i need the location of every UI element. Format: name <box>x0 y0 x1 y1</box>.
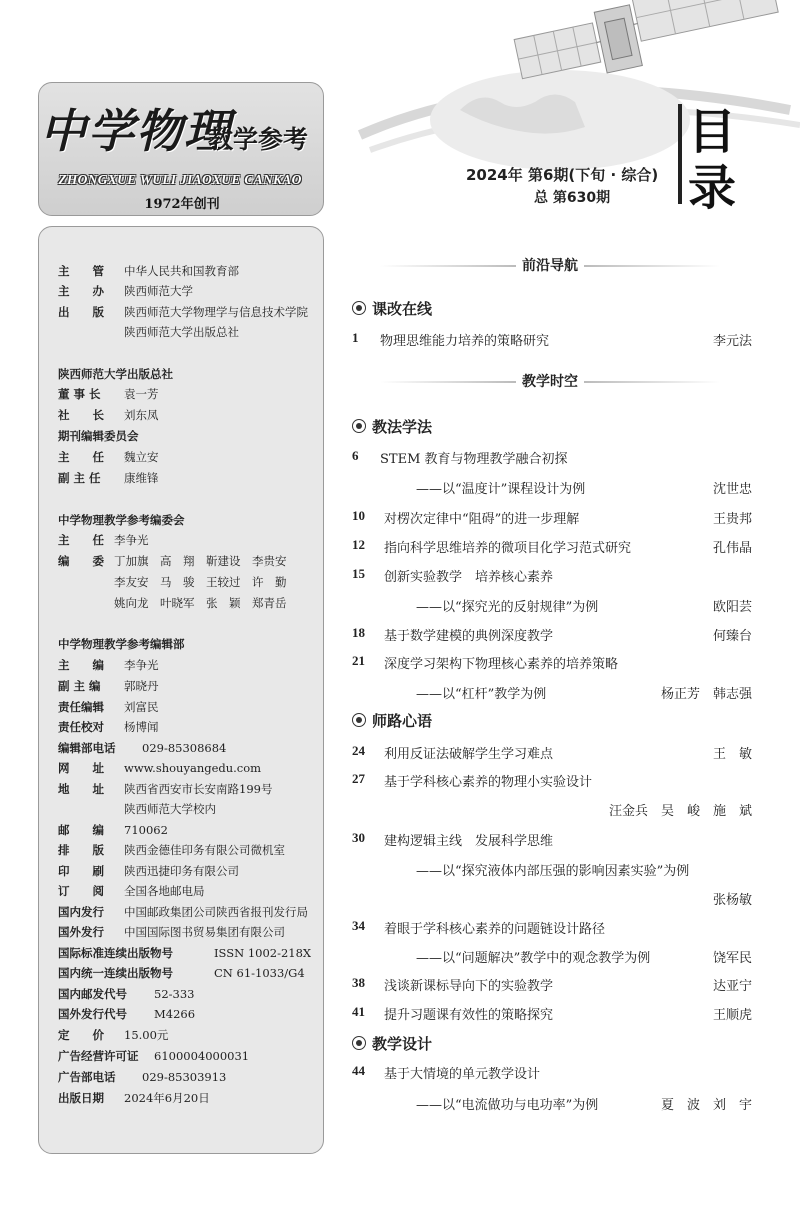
toc-article-author: 汪金兵 吴 峻 施 斌 <box>608 804 752 819</box>
info-value: 陕西师范大学 <box>124 284 193 298</box>
toc-page-number: 34 <box>352 918 365 933</box>
info-row <box>58 407 159 423</box>
toc-article-title[interactable]: ——以“探究液体内部压强的影响因素实验”为例 <box>416 864 690 879</box>
info-label: 主 管 <box>58 264 104 278</box>
info-label: 国内邮发代号 <box>58 987 127 1001</box>
info-value: 魏立安 <box>124 450 159 464</box>
info-label: 印 刷 <box>58 864 104 878</box>
toc-article-title[interactable]: ——以“问题解决”教学中的观念教学为例 <box>416 951 651 966</box>
toc-article-title[interactable]: 基于学科核心素养的物理小实验设计 <box>384 775 593 790</box>
info-row <box>58 470 159 486</box>
masthead-logo-subtitle: 教学参考 <box>208 125 309 154</box>
info-label: 订 阅 <box>58 884 104 898</box>
info-row <box>58 283 193 299</box>
info-label: 广告经营许可证 <box>58 1049 139 1063</box>
info-label: 主 任 <box>58 450 104 464</box>
info-row <box>58 532 149 548</box>
info-value: 029-85303913 <box>142 1070 227 1084</box>
info-value: ISSN 1002-218X <box>214 946 312 960</box>
info-label: 董 事 长 <box>58 387 101 401</box>
toc-page-number: 41 <box>352 1004 365 1019</box>
info-value: 陕西省西安市长安南路199号 <box>124 782 273 796</box>
section-band-label: 前沿导航 <box>516 258 584 274</box>
info-row <box>58 595 287 611</box>
title-divider <box>678 104 682 204</box>
info-value: 丁加旗 高 翔 靳建设 李贵安 <box>114 554 287 568</box>
info-row <box>58 740 226 756</box>
info-label: 排 版 <box>58 843 104 857</box>
info-label: 邮 编 <box>58 823 104 837</box>
press-section-title: 陕西师范大学出版总社 <box>58 367 173 381</box>
info-row <box>58 924 285 940</box>
info-value: 6100004000031 <box>154 1049 250 1063</box>
section-band-frontier <box>380 258 720 274</box>
info-row <box>58 965 305 981</box>
toc-page-number: 12 <box>352 537 365 552</box>
info-row <box>58 986 194 1002</box>
toc-article-title[interactable]: ——以“电流做功与电功率”为例 <box>416 1098 599 1113</box>
info-row <box>58 263 239 279</box>
toc-article-title[interactable]: 基于数学建模的典例深度教学 <box>384 629 554 644</box>
toc-page-number: 27 <box>352 771 365 786</box>
info-value: 袁一芳 <box>124 387 159 401</box>
info-row <box>58 449 159 465</box>
toc-article-title[interactable]: 浅谈新课标导向下的实验教学 <box>384 979 554 994</box>
editorial-dept-title: 中学物理教学参考编辑部 <box>58 637 185 651</box>
toc-article-author: 王 敏 <box>712 747 752 762</box>
info-row <box>58 760 261 776</box>
info-value: 中华人民共和国教育部 <box>124 264 239 278</box>
info-value: 52-333 <box>154 987 195 1001</box>
info-value: 陕西师范大学校内 <box>124 802 216 816</box>
toc-article-author: 王贵邦 <box>712 512 752 527</box>
info-row <box>58 1006 195 1022</box>
info-value: 710062 <box>124 823 168 837</box>
info-value: 李争光 <box>114 533 149 547</box>
info-value: 029-85308684 <box>142 741 227 755</box>
info-row <box>58 1027 168 1043</box>
toc-article-author: 张杨敏 <box>712 893 752 908</box>
info-value: 姚向龙 叶晓军 张 颖 郑青岳 <box>114 596 287 610</box>
info-row <box>58 386 159 402</box>
info-row <box>58 657 159 673</box>
info-row <box>58 699 159 715</box>
category-curriculum-reform: 课改在线 <box>352 298 432 319</box>
contents-title-char-2: 录 <box>687 160 736 216</box>
founded-year: 1972年创刊 <box>144 197 220 212</box>
info-value: CN 61-1033/G4 <box>214 966 305 980</box>
info-row <box>58 822 168 838</box>
info-row <box>58 1090 210 1106</box>
info-row <box>58 324 239 340</box>
toc-article-author: 饶军民 <box>712 951 752 966</box>
info-label: 责任编辑 <box>58 700 104 714</box>
toc-article-author: 夏 波 刘 宇 <box>660 1098 752 1113</box>
toc-page-number: 15 <box>352 566 365 581</box>
section-band-teaching <box>380 374 720 390</box>
category-teaching-methods: 教法学法 <box>352 416 432 437</box>
bullet-icon <box>352 713 366 727</box>
info-row <box>58 801 216 817</box>
info-label: 编辑部电话 <box>58 741 116 755</box>
committee-section-title: 期刊编辑委员会 <box>58 429 139 443</box>
toc-article-title[interactable]: 建构逻辑主线 发展科学思维 <box>384 834 554 849</box>
info-label: 网 址 <box>58 761 104 775</box>
toc-article-title[interactable]: 深度学习架构下物理核心素养的培养策略 <box>384 657 619 672</box>
info-label: 主 编 <box>58 658 104 672</box>
total-issue-number: 总 第630期 <box>534 190 611 206</box>
toc-article-author: 李元法 <box>712 334 752 349</box>
toc-article-title[interactable]: ——以“温度计”课程设计为例 <box>416 482 586 497</box>
info-label: 出版日期 <box>58 1091 104 1105</box>
info-value: 刘富民 <box>124 700 159 714</box>
toc-page-number: 18 <box>352 625 365 640</box>
info-value: 全国各地邮电局 <box>124 884 205 898</box>
section-band-label: 教学时空 <box>516 374 584 390</box>
info-value: 陕西迅捷印务有限公司 <box>124 864 239 878</box>
info-value: 陕西师范大学出版总社 <box>124 325 239 339</box>
category-teacher-reflections: 师路心语 <box>352 710 432 731</box>
info-row <box>58 304 308 320</box>
category-teaching-design: 教学设计 <box>352 1033 432 1054</box>
info-label: 国内统一连续出版物号 <box>58 966 173 980</box>
contents-title-char-1: 目 <box>687 104 736 160</box>
info-value: 李争光 <box>124 658 159 672</box>
toc-page-number: 38 <box>352 975 365 990</box>
toc-page-number: 44 <box>352 1063 365 1078</box>
info-label: 国内发行 <box>58 905 104 919</box>
issue-number: 2024年 第6期(下旬 · 综合) <box>466 166 659 184</box>
masthead-pinyin: ZHONGXUE WULI JIAOXUE CANKAO <box>58 172 302 187</box>
info-row <box>58 1069 226 1085</box>
info-value: 陕西师范大学物理学与信息技术学院 <box>124 305 308 319</box>
toc-article-author: 孔伟晶 <box>712 541 752 556</box>
info-value: 中国国际图书贸易集团有限公司 <box>124 925 285 939</box>
info-value: www.shouyangedu.com <box>124 761 262 775</box>
toc-article-title[interactable]: 基于大情境的单元教学设计 <box>384 1067 541 1082</box>
info-value: 杨博闻 <box>124 720 159 734</box>
info-label: 社 长 <box>58 408 104 422</box>
editorial-board-title: 中学物理教学参考编委会 <box>58 513 185 527</box>
info-label: 主 任 <box>58 533 104 547</box>
toc-page-number: 30 <box>352 830 365 845</box>
info-label: 国外发行 <box>58 925 104 939</box>
toc-article-title[interactable]: ——以“探究光的反射规律”为例 <box>416 600 599 615</box>
toc-article-title[interactable]: STEM 教育与物理教学融合初探 <box>380 452 568 467</box>
info-value: M4266 <box>154 1007 196 1021</box>
info-row <box>58 883 205 899</box>
toc-page-number: 1 <box>352 330 359 345</box>
toc-article-title[interactable]: 创新实验教学 培养核心素养 <box>384 570 554 585</box>
info-label: 国际标准连续出版物号 <box>58 946 173 960</box>
toc-article-title[interactable]: 物理思维能力培养的策略研究 <box>380 334 550 349</box>
toc-article-author: 杨正芳 韩志强 <box>660 687 752 702</box>
info-value: 刘东凤 <box>124 408 159 422</box>
info-row <box>58 553 287 569</box>
toc-article-author: 沈世忠 <box>712 482 752 497</box>
toc-article-title[interactable]: 对楞次定律中“阻碍”的进一步理解 <box>384 512 580 527</box>
toc-article-title[interactable]: ——以“杠杆”教学为例 <box>416 687 547 702</box>
info-value: 陕西金德佳印务有限公司微机室 <box>124 843 285 857</box>
info-label: 广告部电话 <box>58 1070 116 1084</box>
masthead-logo-title: 中学物理 <box>40 104 232 158</box>
info-value: 康维锋 <box>124 471 159 485</box>
toc-page-number: 6 <box>352 448 359 463</box>
info-row <box>58 945 311 961</box>
bullet-icon <box>352 419 366 433</box>
info-label: 出 版 <box>58 305 104 319</box>
toc-page-number: 10 <box>352 508 365 523</box>
info-row <box>58 1048 249 1064</box>
bullet-icon <box>352 301 366 315</box>
info-label: 副 主 编 <box>58 679 101 693</box>
info-row <box>58 678 159 694</box>
info-row <box>58 719 159 735</box>
toc-article-title[interactable]: 着眼于学科核心素养的问题链设计路径 <box>384 922 606 937</box>
info-label: 编 委 <box>58 554 104 568</box>
info-value: 15.00元 <box>124 1028 169 1042</box>
info-label: 主 办 <box>58 284 104 298</box>
toc-article-author: 王顺虎 <box>712 1008 752 1023</box>
toc-article-author: 欧阳芸 <box>712 600 752 615</box>
info-label: 国外发行代号 <box>58 1007 127 1021</box>
toc-page-number: 21 <box>352 653 365 668</box>
info-value: 李友安 马 骏 王较过 许 勤 <box>114 575 287 589</box>
info-row <box>58 781 272 797</box>
bullet-icon <box>352 1036 366 1050</box>
info-label: 定 价 <box>58 1028 104 1042</box>
toc-article-title[interactable]: 利用反证法破解学生学习难点 <box>384 747 554 762</box>
toc-article-author: 达亚宁 <box>712 979 752 994</box>
toc-page-number: 24 <box>352 743 365 758</box>
contents-title <box>684 104 740 216</box>
info-label: 副 主 任 <box>58 471 101 485</box>
toc-article-title[interactable]: 提升习题课有效性的策略探究 <box>384 1008 554 1023</box>
info-label: 地 址 <box>58 782 104 796</box>
info-row <box>58 842 285 858</box>
info-value: 中国邮政集团公司陕西省报刊发行局 <box>124 905 308 919</box>
info-row <box>58 863 239 879</box>
toc-article-title[interactable]: 指向科学思维培养的微项目化学习范式研究 <box>384 541 632 556</box>
info-value: 2024年6月20日 <box>124 1091 210 1105</box>
info-row <box>58 574 287 590</box>
info-row <box>58 904 308 920</box>
info-label: 责任校对 <box>58 720 104 734</box>
toc-article-author: 何臻台 <box>712 629 752 644</box>
info-value: 郭晓丹 <box>124 679 159 693</box>
